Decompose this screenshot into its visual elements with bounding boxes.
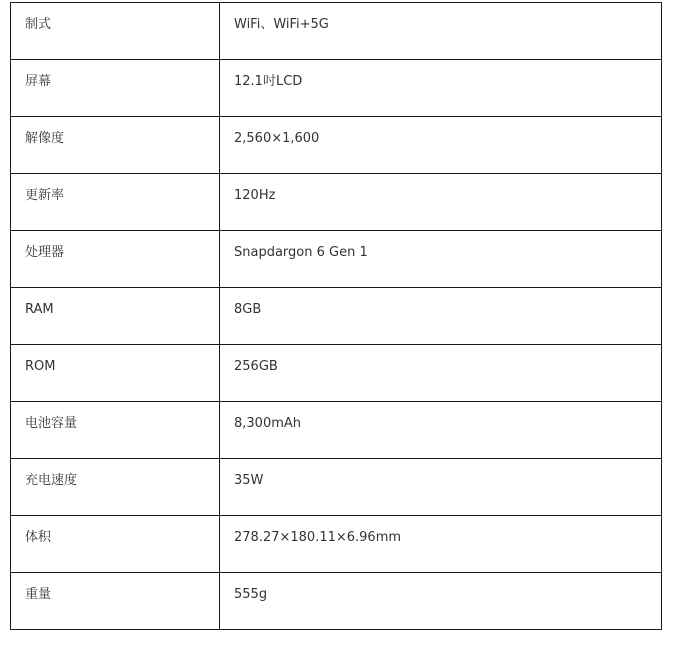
spec-value: 555g [234,587,268,602]
spec-label-cell [11,573,220,630]
spec-label-cell [11,345,220,402]
table-row [11,117,662,174]
spec-value: 2,560×1,600 [234,131,320,146]
table-row [11,516,662,573]
table-row [11,459,662,516]
spec-label-cell [11,174,220,231]
spec-label: 体积 [25,530,52,545]
spec-value: 35W [234,473,264,488]
spec-label: 解像度 [25,131,65,146]
spec-label: 处理器 [25,245,65,260]
spec-label: 屏幕 [25,74,52,89]
table-row [11,573,662,630]
spec-label: RAM [25,302,54,317]
spec-label: 充电速度 [25,473,78,488]
table-row [11,345,662,402]
spec-value: 120Hz [234,188,276,203]
table-row [11,3,662,60]
spec-label: 重量 [25,587,52,602]
spec-value: Snapdargon 6 Gen 1 [234,245,368,260]
spec-value: 12.1吋LCD [234,74,303,89]
spec-label-cell [11,3,220,60]
spec-label-cell [11,231,220,288]
spec-label-cell [11,459,220,516]
table-row [11,60,662,117]
spec-value-cell [220,573,662,630]
spec-value-cell [220,174,662,231]
spec-label-cell [11,288,220,345]
spec-table [10,2,662,630]
spec-value: 8GB [234,302,262,317]
spec-value: 8,300mAh [234,416,302,431]
spec-value-cell [220,231,662,288]
spec-value-cell [220,60,662,117]
spec-value-cell [220,117,662,174]
spec-value-cell [220,288,662,345]
spec-label-cell [11,402,220,459]
spec-label: 更新率 [25,188,65,203]
spec-value-cell [220,516,662,573]
spec-table-body [11,3,662,630]
table-row [11,402,662,459]
spec-value-cell [220,345,662,402]
table-row [11,231,662,288]
spec-value: 278.27×180.11×6.96mm [234,530,402,545]
table-row [11,174,662,231]
spec-value: 256GB [234,359,278,374]
spec-value: WiFi、WiFi+5G [234,17,329,32]
spec-label-cell [11,117,220,174]
spec-label: ROM [25,359,56,374]
spec-label: 制式 [25,17,52,32]
spec-value-cell [220,3,662,60]
table-row [11,288,662,345]
spec-value-cell [220,402,662,459]
spec-label-cell [11,516,220,573]
spec-label-cell [11,60,220,117]
spec-value-cell [220,459,662,516]
spec-label: 电池容量 [25,416,78,431]
